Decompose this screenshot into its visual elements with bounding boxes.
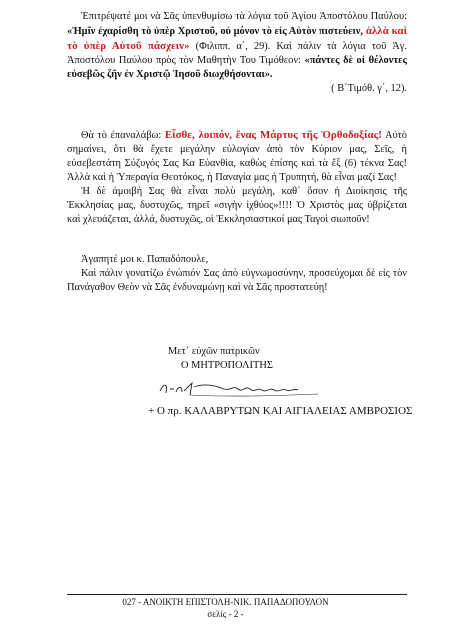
signature-name: + Ο πρ. ΚΑΛΑΒΡΥΤΩΝ ΚΑΙ ΑΙΓΙΑΛΕΙΑΣ ΑΜΒΡΟΣΙΟΣ xyxy=(148,405,413,417)
paragraph-martyr xyxy=(67,128,407,227)
page-number: σελίς - 2 - xyxy=(207,609,244,619)
handwritten-signature xyxy=(150,377,330,399)
footer-title: 027 - ΑΝΟΙΚΤΗ ΕΠΙΣΤΟΛΗ-ΝΙΚ. ΠΑΠΑΔΟΠΟΥΛΟΝ xyxy=(122,597,329,607)
paragraph2-body: Αὐτὸ σημαίνει, ὅτι θὰ ἔχετε μεγάλην εὐλογίαν ἀπὸ τὸν Κύριον μας, Σεῖς, ἡ εὐσεβεστάτη Σύζυγός Σας Κα Εὐανθία, καθὼς ἐπίσης καὶ τὰ ἕξ (6) τέκνα Σας! Ἀλλὰ καὶ ἡ Ὑπεραγία Θεοτόκος, ἡ Παναγία μας ἡ Τρυπητή, θὰ εἶναι μαζί Σας! xyxy=(67,130,407,183)
greeting: Ἀγαπητέ μοι κ. Παπαδόπουλε, xyxy=(81,254,209,265)
paragraph-closing xyxy=(67,253,407,295)
paragraph3-body: Καὶ πάλιν γονατίζω ἐνώπιόν Σας ἀπὸ εὐγνωμοσύνην, προσεύχομαι δὲ εἰς τὸν Πανάγαθον Θεὸν νὰ Σᾶς ἐνδυναμώνῃ καὶ νὰ Σᾶς προστατεύῃ! xyxy=(67,268,407,293)
paragraph2-intro: Θὰ τὸ ἐπαναλάβω: xyxy=(81,130,165,141)
footer-divider xyxy=(67,594,407,595)
quote1-bold: «Ἡμῖν ἐχαρίσθη τὸ ὑπὲρ Χριστοῦ, οὐ μόνον τὸ εἰς Αὐτὸν πιστεύειν, xyxy=(67,26,366,37)
paragraph1-reference-end: ( Β΄Τιμόθ. γ΄, 12). xyxy=(331,83,407,94)
signature-role: Ο ΜΗΤΡΟΠΟΛΙΤΗΣ xyxy=(181,360,273,371)
quote2-bold: «πάντες δὲ οἱ θέλοντες εὐσεβῶς ζῆν ἐν Χριστῷ Ἰησοῦ διωχθήσονται». xyxy=(67,55,407,80)
quote1-red: ἀλλὰ καὶ τὸ ὑπὲρ Αὐτοῦ πάσχειν» xyxy=(67,25,407,52)
martyr-exclamation: Εἶσθε, λοιπόν, ἕνας Μάρτυς τῆς Ὀρθοδοξίας! xyxy=(164,129,382,141)
paragraph1-intro: Ἐπιτρέψατέ μοι νὰ Σᾶς ὑπενθυμίσω τὰ λόγια τοῦ Ἁγίου Ἀποστόλου Παύλου: xyxy=(81,11,407,22)
signature-closing: Μετ᾽ εὐχῶν πατρικῶν xyxy=(168,346,260,357)
paragraph-apostle-paul xyxy=(67,10,407,96)
paragraph1-reference: (Φιλιππ. α΄, 29). Καὶ πάλιν τὰ λόγια τοῦ Ἀγ. Ἀποστόλου Παύλου πρὸς τὸν Μαθητὴν Του Τιμόθεον: xyxy=(67,41,407,66)
paragraph2-body-2: Ἡ δὲ ἀμοιβὴ Σας θὰ εἶναι πολὺ μεγάλη, καθ᾽ ὅσον ἡ Διοίκησις τῆς Ἐκκλησίας μας, δυστυχῶς, τηρεῖ «σιγὴν ἰχθύος»!!!! Ὁ Χριστὸς μας ὑβρίζεται καὶ χλευάζεται, ἀλλά, δυστυχῶς, οἱ Ἐκκλησιαστικοί μας Ταγοὶ σιωποῦν! xyxy=(67,186,407,225)
